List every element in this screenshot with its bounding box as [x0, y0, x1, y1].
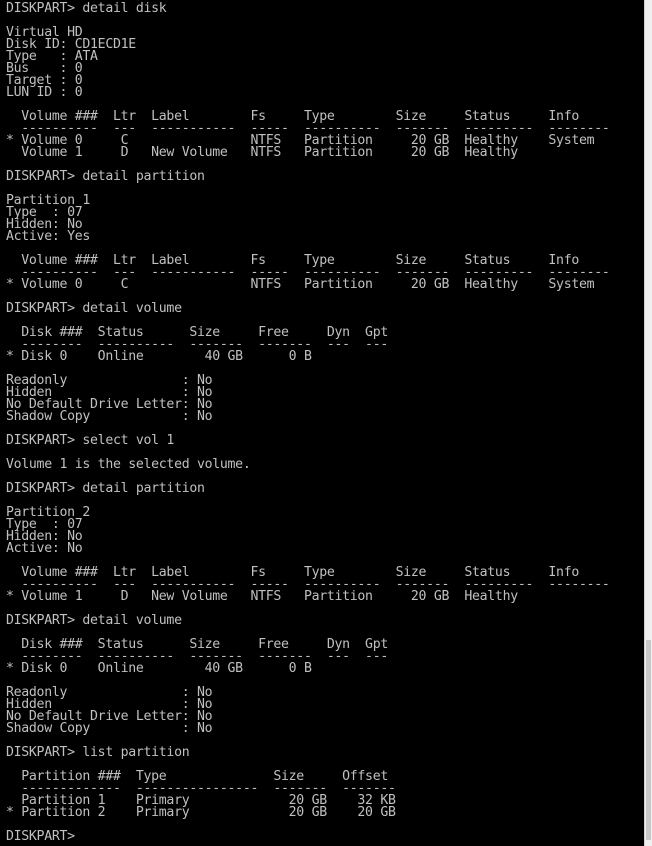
- console-line: Bus : 0: [6, 61, 83, 76]
- console-line: [6, 15, 645, 27]
- console-line: Readonly : No: [6, 685, 213, 700]
- console-line: Active: Yes: [6, 229, 91, 244]
- console-line: Type : ATA: [6, 49, 98, 64]
- console-line: -------- ---------- ------- ------- --- ---: [6, 649, 388, 664]
- console-line: No Default Drive Letter: No: [6, 709, 213, 724]
- command-prompt-line: DISKPART> detail volume: [6, 301, 182, 316]
- command-prompt-line: DISKPART> detail partition: [6, 481, 205, 496]
- console-line: Virtual HD: [6, 25, 83, 40]
- console-line: Disk ID: CD1ECD1E: [6, 37, 136, 52]
- console-line: * Partition 2 Primary 20 GB 20 GB: [6, 805, 396, 820]
- console-line: Partition 1: [6, 193, 91, 208]
- console-line: Partition ### Type Size Offset: [6, 769, 388, 784]
- vertical-scrollbar[interactable]: [644, 0, 652, 846]
- console-line: Disk ### Status Size Free Dyn Gpt: [6, 325, 388, 340]
- console-line: * Volume 0 C NTFS Partition 20 GB Healthy System: [6, 277, 595, 292]
- console-line: * Disk 0 Online 40 GB 0 B: [6, 661, 312, 676]
- command-prompt-line: DISKPART> detail partition: [6, 169, 205, 184]
- command-prompt-line: DISKPART>: [6, 829, 83, 844]
- console-line: Disk ### Status Size Free Dyn Gpt: [6, 637, 388, 652]
- console-line: Type : 07: [6, 205, 83, 220]
- console-line: Target : 0: [6, 73, 83, 88]
- console-line: Volume ### Ltr Label Fs Type Size Status Info: [6, 109, 579, 124]
- console-line: Readonly : No: [6, 373, 213, 388]
- console-line: * Volume 1 D New Volume NTFS Partition 20 GB Healthy: [6, 589, 518, 604]
- console-line: Active: No: [6, 541, 83, 556]
- console-line: Volume 1 is the selected volume.: [6, 457, 251, 472]
- console-line: LUN ID : 0: [6, 85, 83, 100]
- command-prompt-line: DISKPART> detail volume: [6, 613, 182, 628]
- console-line: ---------- --- ----------- ----- ---------- ------- --------- --------: [6, 121, 610, 136]
- console-line: Volume ### Ltr Label Fs Type Size Status Info: [6, 565, 579, 580]
- console-line: Hidden : No: [6, 697, 213, 712]
- command-prompt-line: DISKPART> select vol 1: [6, 433, 175, 448]
- command-prompt-line: DISKPART> list partition: [6, 745, 190, 760]
- console-line: Type : 07: [6, 517, 83, 532]
- console-line: Hidden: No: [6, 529, 83, 544]
- console-line: -------- ---------- ------- ------- --- ---: [6, 337, 388, 352]
- console-line: No Default Drive Letter: No: [6, 397, 213, 412]
- command-prompt-line: DISKPART> detail disk: [6, 1, 167, 16]
- console-line: Hidden: No: [6, 217, 83, 232]
- console-line: Shadow Copy : No: [6, 721, 213, 736]
- console-line: Shadow Copy : No: [6, 409, 213, 424]
- console-line: [6, 183, 645, 195]
- console-line: Partition 2: [6, 505, 91, 520]
- console-line: * Volume 0 C NTFS Partition 20 GB Healthy System: [6, 133, 595, 148]
- console-line: Volume ### Ltr Label Fs Type Size Status Info: [6, 253, 579, 268]
- console-line: Hidden : No: [6, 385, 213, 400]
- console-line: ---------- --- ----------- ----- ---------- ------- --------- --------: [6, 577, 610, 592]
- console-line: Volume 1 D New Volume NTFS Partition 20 GB Healthy: [6, 145, 518, 160]
- console-line: [6, 495, 645, 507]
- console-line: ------------- ---------------- ------- -------: [6, 781, 396, 796]
- console-line: [6, 819, 645, 831]
- console-line: * Disk 0 Online 40 GB 0 B: [6, 349, 312, 364]
- console-line: Partition 1 Primary 20 GB 32 KB: [6, 793, 396, 808]
- scrollbar-thumb[interactable]: [646, 640, 651, 840]
- console-line: ---------- --- ----------- ----- ---------- ------- --------- --------: [6, 265, 610, 280]
